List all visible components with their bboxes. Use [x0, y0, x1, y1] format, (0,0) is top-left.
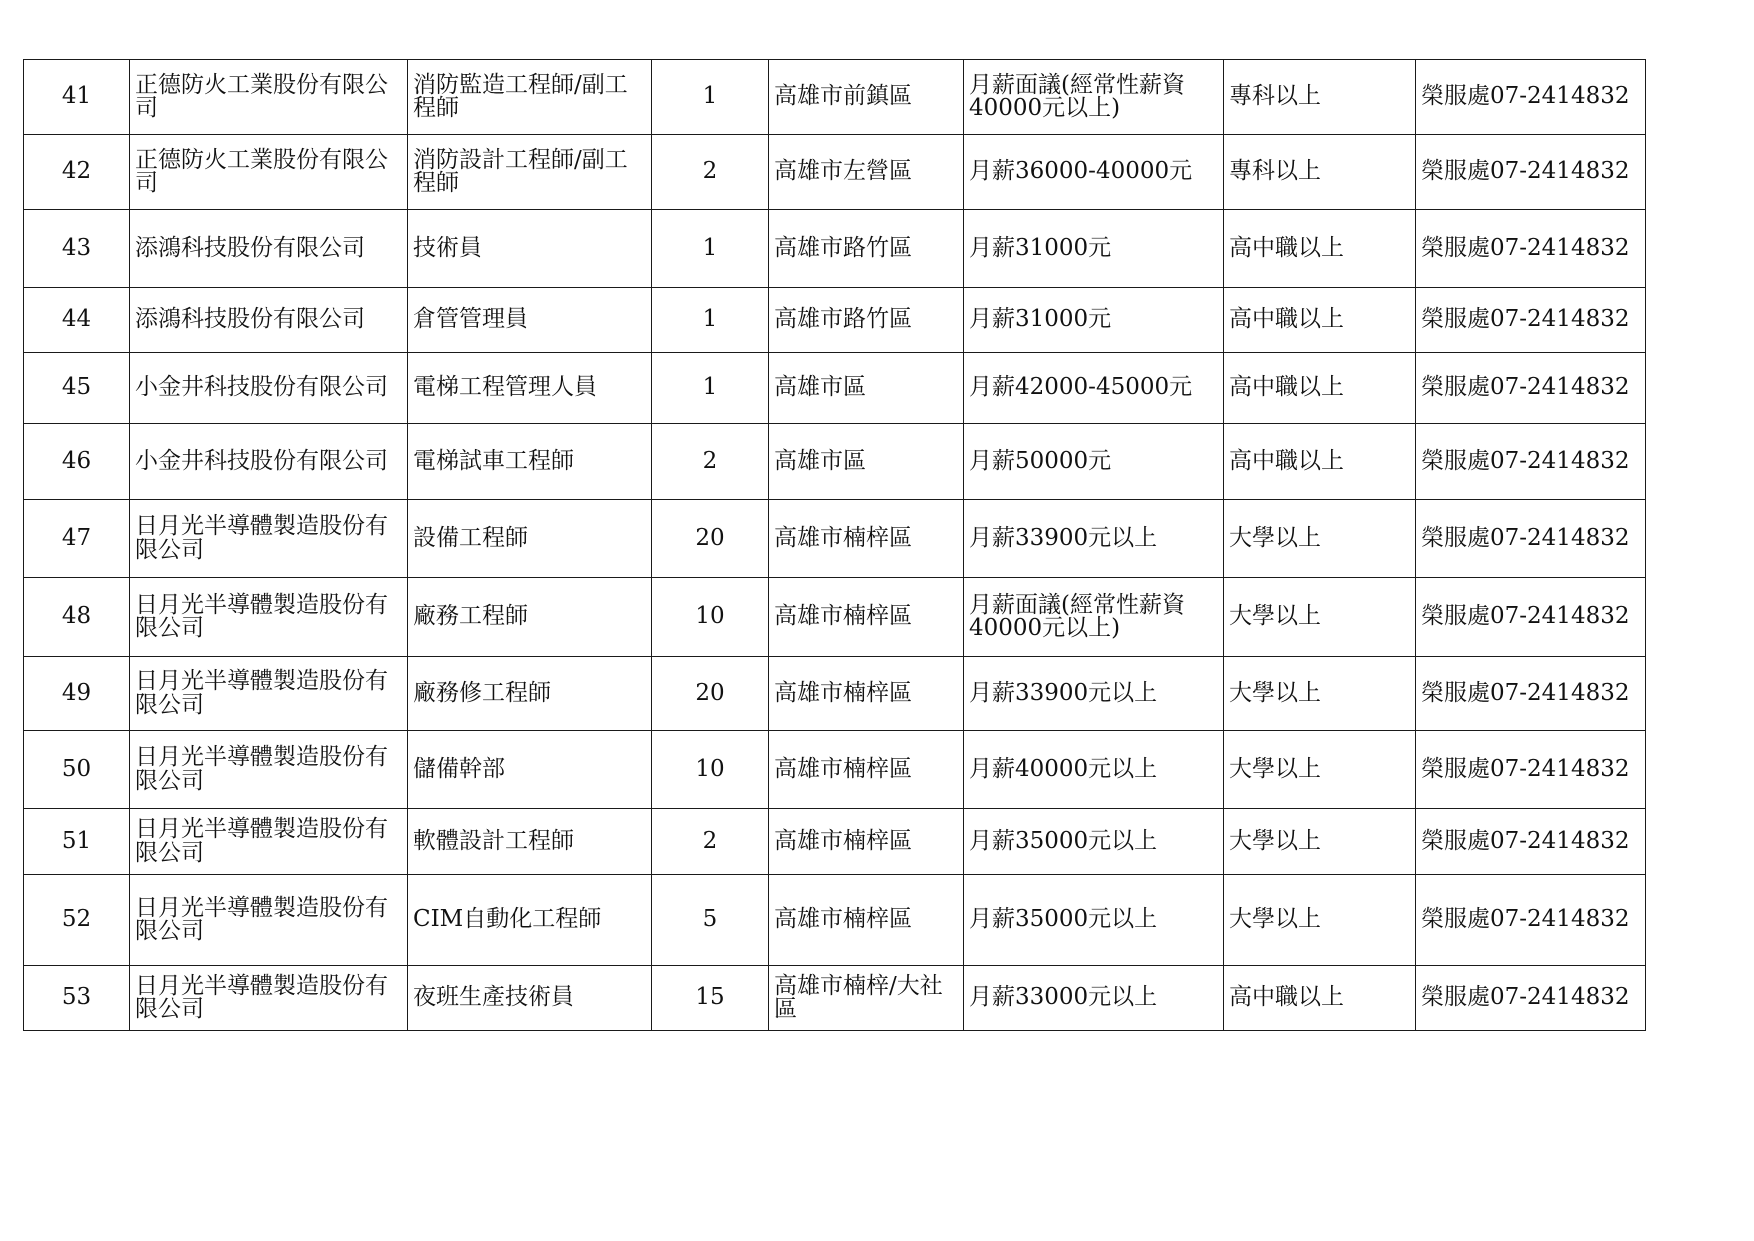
work-location: 高雄市前鎮區 [769, 60, 964, 135]
contact-info: 榮服處07-2414832 [1416, 135, 1646, 210]
contact-info: 榮服處07-2414832 [1416, 60, 1646, 135]
row-number: 42 [24, 135, 130, 210]
education-requirement: 高中職以上 [1224, 353, 1416, 424]
table-row [24, 875, 1646, 966]
opening-count: 5 [652, 875, 769, 966]
company-name: 正德防火工業股份有限公司 [130, 135, 408, 210]
work-location: 高雄市楠梓區 [769, 875, 964, 966]
education-requirement: 專科以上 [1224, 135, 1416, 210]
work-location: 高雄市路竹區 [769, 210, 964, 288]
company-name: 添鴻科技股份有限公司 [130, 210, 408, 288]
salary: 月薪50000元 [964, 424, 1224, 500]
table-row [24, 135, 1646, 210]
row-number: 46 [24, 424, 130, 500]
salary: 月薪33900元以上 [964, 500, 1224, 578]
contact-info: 榮服處07-2414832 [1416, 657, 1646, 731]
opening-count: 20 [652, 500, 769, 578]
job-title: 消防監造工程師/副工程師 [408, 60, 652, 135]
job-title: 夜班生產技術員 [408, 966, 652, 1031]
education-requirement: 大學以上 [1224, 657, 1416, 731]
education-requirement: 高中職以上 [1224, 288, 1416, 353]
table-row [24, 288, 1646, 353]
row-number: 47 [24, 500, 130, 578]
table-row [24, 60, 1646, 135]
opening-count: 10 [652, 578, 769, 657]
row-number: 52 [24, 875, 130, 966]
salary: 月薪31000元 [964, 288, 1224, 353]
row-number: 51 [24, 809, 130, 875]
salary: 月薪35000元以上 [964, 809, 1224, 875]
contact-info: 榮服處07-2414832 [1416, 353, 1646, 424]
company-name: 日月光半導體製造股份有限公司 [130, 657, 408, 731]
education-requirement: 專科以上 [1224, 60, 1416, 135]
table-row [24, 809, 1646, 875]
work-location: 高雄市區 [769, 353, 964, 424]
contact-info: 榮服處07-2414832 [1416, 809, 1646, 875]
table-row [24, 424, 1646, 500]
opening-count: 2 [652, 135, 769, 210]
contact-info: 榮服處07-2414832 [1416, 424, 1646, 500]
table-row [24, 578, 1646, 657]
salary: 月薪33000元以上 [964, 966, 1224, 1031]
education-requirement: 大學以上 [1224, 578, 1416, 657]
salary: 月薪35000元以上 [964, 875, 1224, 966]
salary: 月薪42000-45000元 [964, 353, 1224, 424]
job-title: 電梯工程管理人員 [408, 353, 652, 424]
work-location: 高雄市左營區 [769, 135, 964, 210]
work-location: 高雄市楠梓/大社區 [769, 966, 964, 1031]
table-row [24, 657, 1646, 731]
job-title: CIM自動化工程師 [408, 875, 652, 966]
opening-count: 1 [652, 210, 769, 288]
job-title: 廠務工程師 [408, 578, 652, 657]
company-name: 日月光半導體製造股份有限公司 [130, 578, 408, 657]
company-name: 小金井科技股份有限公司 [130, 424, 408, 500]
table-row [24, 353, 1646, 424]
contact-info: 榮服處07-2414832 [1416, 875, 1646, 966]
job-title: 消防設計工程師/副工程師 [408, 135, 652, 210]
job-title: 廠務修工程師 [408, 657, 652, 731]
contact-info: 榮服處07-2414832 [1416, 966, 1646, 1031]
opening-count: 20 [652, 657, 769, 731]
contact-info: 榮服處07-2414832 [1416, 731, 1646, 809]
work-location: 高雄市楠梓區 [769, 657, 964, 731]
work-location: 高雄市路竹區 [769, 288, 964, 353]
contact-info: 榮服處07-2414832 [1416, 500, 1646, 578]
salary: 月薪31000元 [964, 210, 1224, 288]
row-number: 48 [24, 578, 130, 657]
education-requirement: 大學以上 [1224, 809, 1416, 875]
education-requirement: 高中職以上 [1224, 424, 1416, 500]
salary: 月薪面議(經常性薪資40000元以上) [964, 60, 1224, 135]
contact-info: 榮服處07-2414832 [1416, 578, 1646, 657]
salary: 月薪33900元以上 [964, 657, 1224, 731]
salary: 月薪面議(經常性薪資40000元以上) [964, 578, 1224, 657]
education-requirement: 大學以上 [1224, 875, 1416, 966]
job-title: 技術員 [408, 210, 652, 288]
company-name: 添鴻科技股份有限公司 [130, 288, 408, 353]
opening-count: 1 [652, 353, 769, 424]
company-name: 日月光半導體製造股份有限公司 [130, 731, 408, 809]
job-listing-table [23, 59, 1646, 1031]
work-location: 高雄市楠梓區 [769, 731, 964, 809]
opening-count: 10 [652, 731, 769, 809]
company-name: 正德防火工業股份有限公司 [130, 60, 408, 135]
row-number: 41 [24, 60, 130, 135]
salary: 月薪40000元以上 [964, 731, 1224, 809]
work-location: 高雄市楠梓區 [769, 500, 964, 578]
company-name: 日月光半導體製造股份有限公司 [130, 500, 408, 578]
contact-info: 榮服處07-2414832 [1416, 288, 1646, 353]
row-number: 43 [24, 210, 130, 288]
education-requirement: 高中職以上 [1224, 210, 1416, 288]
work-location: 高雄市楠梓區 [769, 578, 964, 657]
opening-count: 1 [652, 60, 769, 135]
row-number: 50 [24, 731, 130, 809]
education-requirement: 大學以上 [1224, 500, 1416, 578]
opening-count: 1 [652, 288, 769, 353]
opening-count: 15 [652, 966, 769, 1031]
table-row [24, 966, 1646, 1031]
opening-count: 2 [652, 424, 769, 500]
education-requirement: 大學以上 [1224, 731, 1416, 809]
company-name: 日月光半導體製造股份有限公司 [130, 966, 408, 1031]
row-number: 53 [24, 966, 130, 1031]
table-row [24, 500, 1646, 578]
job-listing-rows [24, 60, 1646, 1031]
company-name: 日月光半導體製造股份有限公司 [130, 875, 408, 966]
job-title: 軟體設計工程師 [408, 809, 652, 875]
row-number: 49 [24, 657, 130, 731]
salary: 月薪36000-40000元 [964, 135, 1224, 210]
job-title: 設備工程師 [408, 500, 652, 578]
company-name: 日月光半導體製造股份有限公司 [130, 809, 408, 875]
job-title: 電梯試車工程師 [408, 424, 652, 500]
opening-count: 2 [652, 809, 769, 875]
job-title: 倉管管理員 [408, 288, 652, 353]
education-requirement: 高中職以上 [1224, 966, 1416, 1031]
company-name: 小金井科技股份有限公司 [130, 353, 408, 424]
table-row [24, 731, 1646, 809]
work-location: 高雄市楠梓區 [769, 809, 964, 875]
row-number: 44 [24, 288, 130, 353]
row-number: 45 [24, 353, 130, 424]
work-location: 高雄市區 [769, 424, 964, 500]
table-row [24, 210, 1646, 288]
contact-info: 榮服處07-2414832 [1416, 210, 1646, 288]
job-title: 儲備幹部 [408, 731, 652, 809]
